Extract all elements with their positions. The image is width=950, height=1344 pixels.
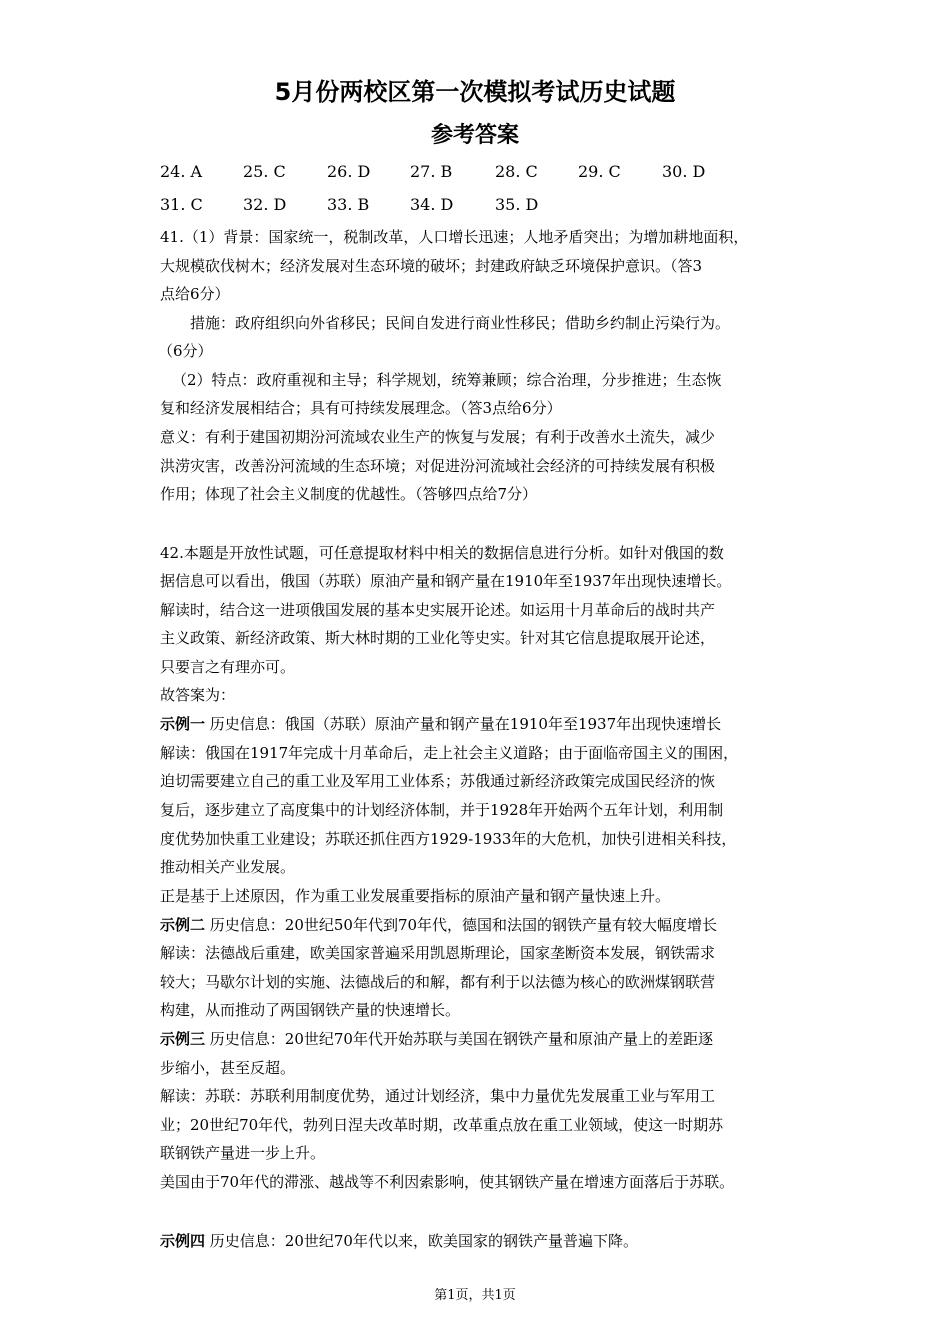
- q41-line: 措施：政府组织向外省移民；民间自发进行商业性移民；借助乡约制止污染行为。: [190, 314, 731, 332]
- answer-item: 35. D: [495, 195, 539, 214]
- q41-line: 大规模砍伐树木；经济发展对生态环境的破坏；封建政府缺乏环境保护意识。（答3: [160, 257, 703, 275]
- q42-line: 主义政策、新经济政策、斯大林时期的工业化等史实。针对其它信息提取展开论述，: [160, 629, 716, 647]
- q41-line: （6分）: [158, 342, 213, 360]
- example-line: 解读：苏联：苏联利用制度优势，通过计划经济，集中力量优先发展重工业与军用工: [160, 1087, 716, 1105]
- q41-line: 点给6分）: [160, 285, 230, 303]
- q41-line: 复和经济发展相结合；具有可持续发展理念。（答3点给6分）: [160, 399, 562, 417]
- q41-line: 41.（1）背景：国家统一，税制改革，人口增长迅速；人地矛盾突出；为增加耕地面积，: [160, 228, 749, 246]
- example-label: 示例三: [160, 1030, 206, 1048]
- example-3-heading: [160, 1029, 713, 1049]
- answer-item: 34. D: [410, 195, 454, 214]
- example-line: 复后，逐步建立了高度集中的计划经济体制，并于1928年开始两个五年计划，利用制: [160, 801, 724, 819]
- document-title: 5月份两校区第一次模拟考试历史试题: [274, 78, 676, 106]
- example-label: 示例一: [160, 715, 206, 733]
- example-line: 解读：法德战后重建，欧美国家普遍采用凯恩斯理论，国家垄断资本发展，钢铁需求: [160, 944, 716, 962]
- document-subtitle: 参考答案: [430, 123, 519, 148]
- q41-line: 意义：有利于建国初期汾河流域农业生产的恢复与发展；有利于改善水土流失，减少: [160, 428, 716, 446]
- q42-line: 据信息可以看出，俄国（苏联）原油产量和钢产量在1910年至1937年出现快速增长。: [160, 572, 732, 590]
- q42-line: 解读时，结合这一进项俄国发展的基本史实展开论述。如运用十月革命后的战时共产: [160, 601, 716, 619]
- example-line: 美国由于70年代的滞涨、越战等不利因索影响，使其钢铁产量在增速方面落后于苏联。: [160, 1173, 735, 1191]
- answer-item: 27. B: [410, 162, 453, 181]
- example-line: 推动相关产业发展。: [160, 858, 296, 876]
- example-line: 业；20世纪70年代，勃列日涅夫改革时期，改革重点放在重工业领域，使这一时期苏: [160, 1116, 724, 1134]
- answer-item: 28. C: [495, 162, 538, 181]
- q41-line: 洪涝灾害，改善汾河流域的生态环境；对促进汾河流域社会经济的可持续发展有积极: [160, 457, 716, 475]
- q42-line: 只要言之有理亦可。: [160, 658, 296, 676]
- example-text: 历史信息：20世纪70年代开始苏联与美国在钢铁产量和原油产量上的差距逐: [205, 1030, 713, 1048]
- example-text: 历史信息：20世纪50年代到70年代，德国和法国的钢铁产量有较大幅度增长: [205, 916, 718, 934]
- example-label: 示例四: [160, 1232, 206, 1250]
- example-line: 解读：俄国在1917年完成十月革命后，走上社会主义道路；由于面临帝国主义的围困，: [160, 744, 739, 762]
- page-number: 第1页，共1页: [434, 1288, 516, 1303]
- example-line: 度优势加快重工业建设；苏联还抓住西方1929-1933年的大危机，加快引进相关科技，: [160, 830, 737, 848]
- example-text: 历史信息：俄国（苏联）原油产量和钢产量在1910年至1937年出现快速增长: [205, 715, 722, 733]
- answer-item: 26. D: [327, 162, 371, 181]
- answer-item: 33. B: [327, 195, 370, 214]
- example-line: 较大；马歇尔计划的实施、法德战后的和解，都有利于以法德为核心的欧洲煤钢联营: [160, 973, 716, 991]
- q41-line: （2）特点：政府重视和主导；科学规划，统筹兼顾；综合治理，分步推进；生态恢: [172, 371, 722, 389]
- example-4-heading: [160, 1231, 638, 1251]
- example-line: 步缩小，甚至反超。: [160, 1059, 296, 1077]
- example-1-heading: [160, 714, 721, 734]
- answer-item: 31. C: [160, 195, 203, 214]
- example-2-heading: [160, 915, 717, 935]
- q41-line: 作用；体现了社会主义制度的优越性。（答够四点给7分）: [160, 485, 538, 503]
- q42-line: 42.本题是开放性试题，可任意提取材料中相关的数据信息进行分析。如针对俄国的数: [160, 544, 724, 562]
- answer-item: 30. D: [662, 162, 706, 181]
- answer-item: 24. A: [160, 162, 203, 181]
- example-label: 示例二: [160, 916, 206, 934]
- q42-line: 故答案为：: [160, 686, 236, 704]
- answer-item: 29. C: [578, 162, 621, 181]
- example-line: 迫切需要建立自己的重工业及军用工业体系；苏俄通过新经济政策完成国民经济的恢: [160, 772, 716, 790]
- example-text: 历史信息：20世纪70年代以来，欧美国家的钢铁产量普遍下降。: [205, 1232, 638, 1250]
- example-line: 联钢铁产量进一步上升。: [160, 1144, 326, 1162]
- answer-item: 32. D: [243, 195, 287, 214]
- example-line: 正是基于上述原因，作为重工业发展重要指标的原油产量和钢产量快速上升。: [160, 887, 671, 905]
- answer-item: 25. C: [243, 162, 286, 181]
- example-line: 构建，从而推动了两国钢铁产量的快速增长。: [160, 1001, 461, 1019]
